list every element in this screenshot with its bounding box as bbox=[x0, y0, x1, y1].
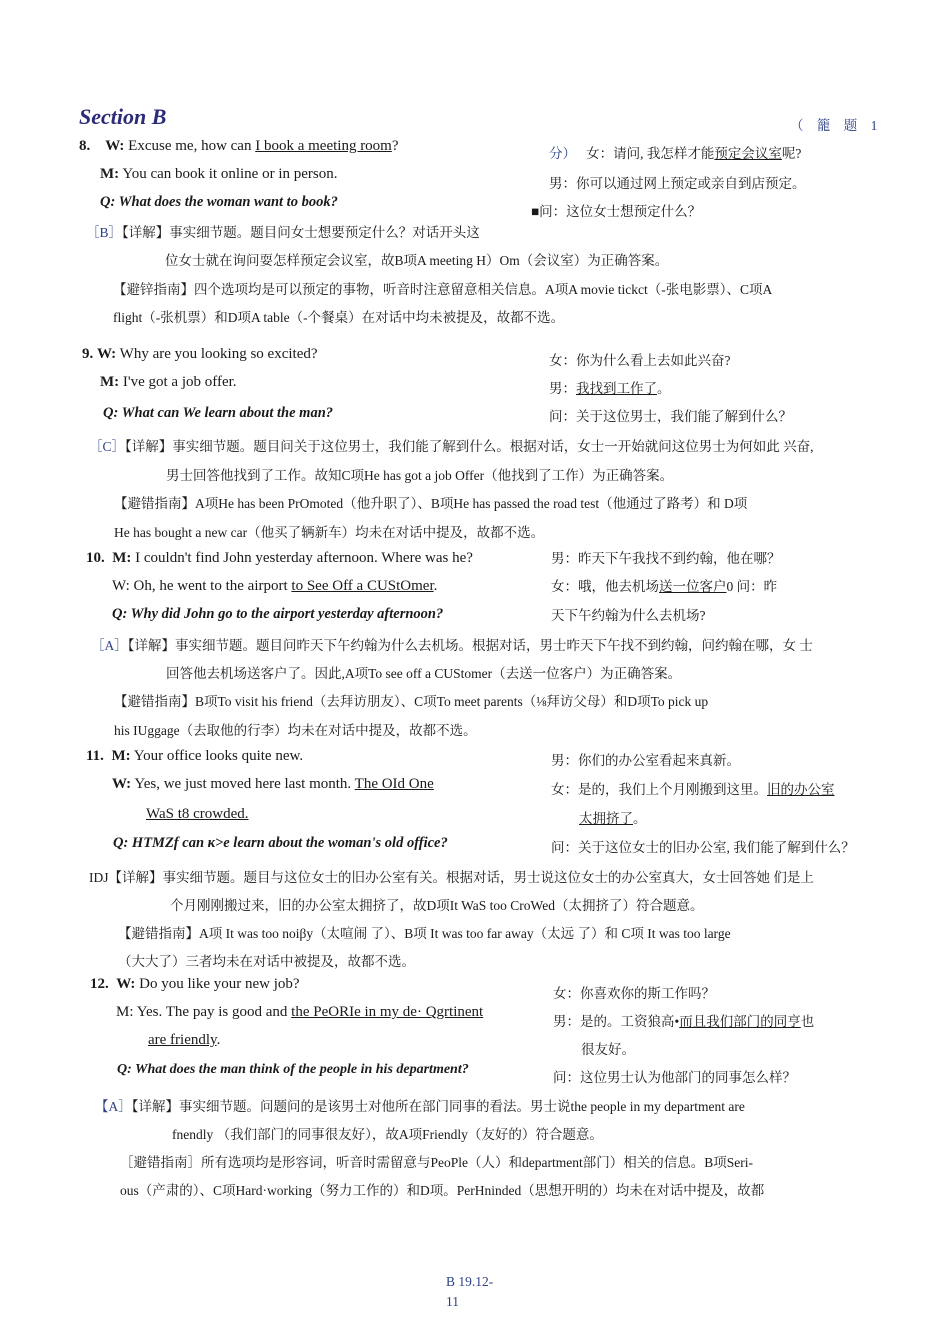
q12-guide2: ous（产肃的）、C项Hard·working（努力工作的）和D项。PerHninded（思想开明的）均未在对话中提及，故都 bbox=[120, 1183, 765, 1198]
q11-cn2: 女：是的，我们上个月刚搬到这里。旧的办公室 bbox=[551, 782, 835, 797]
q12-question: Q: What does the man think of the people in his department? bbox=[117, 1062, 469, 1077]
q8-guide1: 【避锌指南】四个选项均是可以预定的事物，听音时注意留意相关信息。A项A movie tickct（-张电影票）、C项A bbox=[113, 282, 773, 297]
q11-explain1: IDJ【详解】事实细节题。题目与这位女士的旧办公室有关。根据对话，男士说这位女士的办公室真大，女士回答她 们是上 bbox=[89, 870, 814, 885]
q9-cn2: 男：我找到工作了。 bbox=[549, 381, 671, 396]
q12-cn2: 男：是的。工资狼高•而且我们部门的同亨也 bbox=[553, 1014, 815, 1029]
q8-explain1: ［B］【详解】事实细节题。题目问女士想要预定什么？对话开头这 bbox=[86, 225, 480, 240]
q11-cn3: 太拥挤了。 bbox=[579, 811, 647, 826]
q12-line1: 12. W: Do you like your new job? bbox=[90, 976, 300, 992]
q11-line1: 11. M: Your office looks quite new. bbox=[86, 748, 304, 764]
q10-line1: 10. M: I couldn't find John yesterday afternoon. Where was he? bbox=[86, 550, 473, 566]
q10-question: Q: Why did John go to the airport yesterday afternoon? bbox=[112, 606, 444, 622]
q11-cn1: 男：你们的办公室看起来真新。 bbox=[551, 753, 740, 768]
q12-guide1: ［避错指南］所有选项均是形容词，听音时需留意与PeoPle（人）和department部门）相关的信息。B项Seri- bbox=[120, 1155, 753, 1170]
q10-guide2: his IUggage（去取他的行李）均未在对话中提及，故都不选。 bbox=[114, 723, 477, 738]
page-footer-line2: 11 bbox=[446, 1294, 459, 1309]
q9-cn3: 问：关于这位男士，我们能了解到什么？ bbox=[549, 409, 792, 424]
q8-cn1: 分） 女：请问, 我怎样才能预定会议室呢? bbox=[549, 146, 802, 161]
q9-guide2: He has bought a new car（他买了辆新车）均未在对话中提及，故都不选。 bbox=[114, 525, 545, 540]
q12-cn1: 女：你喜欢你的斯工作吗？ bbox=[553, 986, 715, 1001]
q10-guide1: 【避错指南】B项To visit his friend（去拜访朋友）、C项To meet parents（⅛拜访父母）和D项To pick up bbox=[114, 694, 709, 709]
q10-cn3: 天下午约翰为什么去机场? bbox=[551, 608, 706, 623]
score-note: （ 籠 题 1 bbox=[790, 118, 883, 133]
q9-line1: 9. W: Why are you looking so excited? bbox=[82, 346, 318, 362]
q8-explain2: 位女士就在询问耍怎样预定会议室，故B项A meeting H）Om（会议室）为正确答案。 bbox=[165, 253, 669, 268]
q8-guide2: flight（-张机票）和D项A table（-个餐桌）在对话中均未被提及，故都不选。 bbox=[113, 310, 565, 325]
q9-line2: M: I've got a job offer. bbox=[100, 374, 237, 390]
q8-question: Q: What does the woman want to book? bbox=[100, 194, 338, 210]
q10-line2: W: Oh, he went to the airport to See Off a CUStOmer. bbox=[112, 578, 438, 594]
q10-cn1: 男：昨天下午我找不到约翰，他在哪？ bbox=[551, 551, 781, 566]
q8-cn2: 男：你可以通过网上预定或亲自到店预定。 bbox=[549, 176, 806, 191]
q11-guide2: （大大了）三者均未在对话中被提及，故都不选。 bbox=[118, 954, 415, 969]
q12-line2: M: Yes. The pay is good and the PeORIe in my de· Qgrtinent bbox=[116, 1004, 484, 1020]
q10-cn2: 女：哦，他去机场送一位客户0 问：昨 bbox=[551, 579, 778, 594]
q12-explain2: fnendly （我们部门的同事很友好），故A项Friendly（友好的）符合题意。 bbox=[172, 1127, 603, 1142]
q9-cn1: 女：你为什么看上去如此兴奋? bbox=[549, 353, 731, 368]
q9-question: Q: What can We learn about the man? bbox=[103, 405, 334, 421]
q12-cn3: 很友好。 bbox=[581, 1042, 635, 1057]
q9-guide1: 【避错指南】A项He has been PrOmoted（他升职了）、B项He has passed the road test（他通过了路考）和 D项 bbox=[114, 496, 748, 511]
q8-line1: 8. W: Excuse me, how can I book a meeting room? bbox=[79, 138, 399, 154]
q8-cn3: ■问：这位女士想预定什么？ bbox=[531, 204, 702, 219]
section-title: Section B bbox=[79, 104, 167, 129]
q11-guide1: 【避错指南】A项 It was too noiβy（太喧闹 了）、B项 It was too far away（太远 了）和 C项 It was too large bbox=[118, 926, 731, 941]
q11-line2: W: Yes, we just moved here last month. The OId One bbox=[112, 776, 434, 792]
q12-line3: are friendly. bbox=[148, 1032, 221, 1048]
page-footer-line1: B 19.12- bbox=[446, 1274, 494, 1289]
q10-explain1: ［A］【详解】事实细节题。题目问昨天下午约翰为什么去机场。根据对话，男士昨天下午找不到约翰，问约翰在哪，女 士 bbox=[91, 638, 813, 653]
q9-explain1: ［C］【详解】事实细节题。题目问关于这位男士，我们能了解到什么。根据对话，女士一开始就问这位男士为何如此 兴奋, bbox=[89, 439, 814, 454]
q12-explain1: 【A］【详解】事实细节题。问题问的是该男士对他所在部门同事的看法。男士说the people in my department are bbox=[95, 1099, 745, 1114]
q11-line3: WaS t8 crowded. bbox=[146, 806, 249, 822]
q9-explain2: 男士回答他找到了工作。故知C项He has got a job Offer（他找到了工作）为正确答案。 bbox=[166, 468, 674, 483]
q11-explain2: 个月刚刚搬过来，旧的办公室太拥挤了，故D项It WaS too CroWed（太拥挤了）符合题意。 bbox=[170, 898, 704, 913]
q11-question: Q: HTMZf can к>e learn about the woman's old office? bbox=[113, 835, 448, 851]
q12-cn4: 问：这位男士认为他部门的同事怎么样？ bbox=[553, 1070, 796, 1085]
q8-line2: M: You can book it online or in person. bbox=[100, 166, 338, 182]
q11-cn4: 问：关于这位女士的旧办公室, 我们能了解到什么？ bbox=[551, 840, 855, 855]
q10-explain2: 回答他去机场送客户了。因此,A项To see off a CUStomer（去送一位客户）为正确答案。 bbox=[166, 666, 682, 681]
